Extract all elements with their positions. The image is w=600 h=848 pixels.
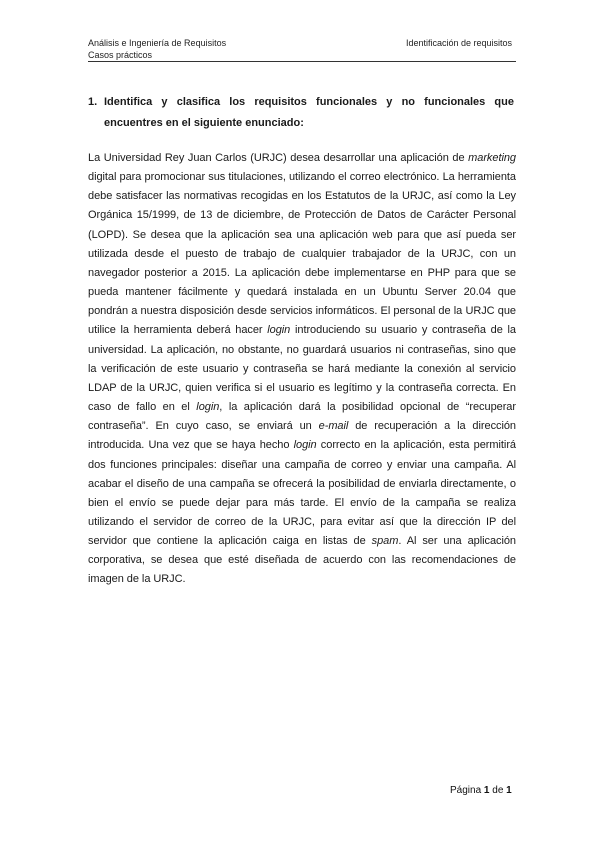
header-left [88, 37, 226, 61]
statement-paragraph [88, 149, 516, 590]
case-statement [88, 149, 516, 590]
italic-term: login [293, 439, 317, 452]
page-footer [450, 785, 512, 796]
italic-term: e-mail [318, 420, 349, 433]
text-run: correcto en la aplicación, esta permitirá dos funciones principales: diseñar una campaña de correo y enviar una campaña. Al acabar el diseño de una campaña se ofrecerá la posibilidad de enviarla directamente, o bien el envío se puede dejar para más tarde. El envío de la campaña se realiza utilizando el servidor de correo de la URJC, para evitar así que la dirección IP del servidor que contiene la aplicación caiga en listas de [88, 439, 516, 548]
italic-term: login [196, 401, 220, 414]
text-run: , la aplicación dará la posibilidad opcional de “recuperar contraseña”. En cuyo caso, se enviará un [88, 401, 516, 433]
total-pages-number: 1 [506, 785, 512, 796]
text-run: de recuperación a la dirección introducida. Una vez que se haya hecho [88, 420, 517, 452]
italic-term: marketing [468, 152, 516, 164]
question-text: Identifica y clasifica los requisitos funcionales y no funcionales que encuentres en el siguiente enunciado: [104, 96, 514, 129]
of-label: de [492, 785, 504, 796]
text-run: . Al ser una aplicación corporativa, se desea que esté diseñada de acuerdo con las recomendaciones de imagen de la URJC. [88, 535, 517, 586]
course-title: Análisis e Ingeniería de Requisitos [88, 38, 227, 48]
page-label: Página [450, 785, 482, 796]
text-run: digital para promocionar sus titulaciones, utilizando el correo electrónico. La herramienta debe satisfacer las normativas recogidas en los Estatutos de la URJC, así como la Ley Orgánica 15/1999, de 13 de diciembre, de Protección de Datos de Carácter Personal (LOPD). Se desea que la aplicación sea una aplicación web para que así pueda ser utilizada desde el puesto de trabajo de cualquier trabajador de la URJC, con un navegador posterior a 2015. La aplicación debe implementarse en PHP para que se pueda mantener fácilmente y quedará instalada en un Ubuntu Server 20.04 que pondrán a nuestra disposición desde servicios informáticos. El personal de la URJC que utilice la herramienta deberá hacer [88, 171, 516, 337]
question-heading [88, 92, 514, 134]
section-title: Identificación de requisitos [405, 38, 512, 48]
current-page-number: 1 [483, 785, 490, 796]
italic-term: spam [371, 535, 399, 548]
text-run: introduciendo su usuario y contraseña de la universidad. La aplicación, no obstante, no guardará usuarios ni contraseñas, sino que la verificación de este usuario y contraseña se hará mediante la conexión al servicio LDAP de la URJC, quien verifica si el usuario es legítimo y la contraseña correcta. En caso de fallo en el [88, 324, 516, 414]
question-number: 1. [88, 96, 98, 108]
header-divider [88, 61, 516, 62]
course-subtitle: Casos prácticos [88, 50, 153, 60]
italic-term: login [267, 324, 291, 337]
text-run: La Universidad Rey Juan Carlos (URJC) desea desarrollar una aplicación de [88, 152, 469, 164]
